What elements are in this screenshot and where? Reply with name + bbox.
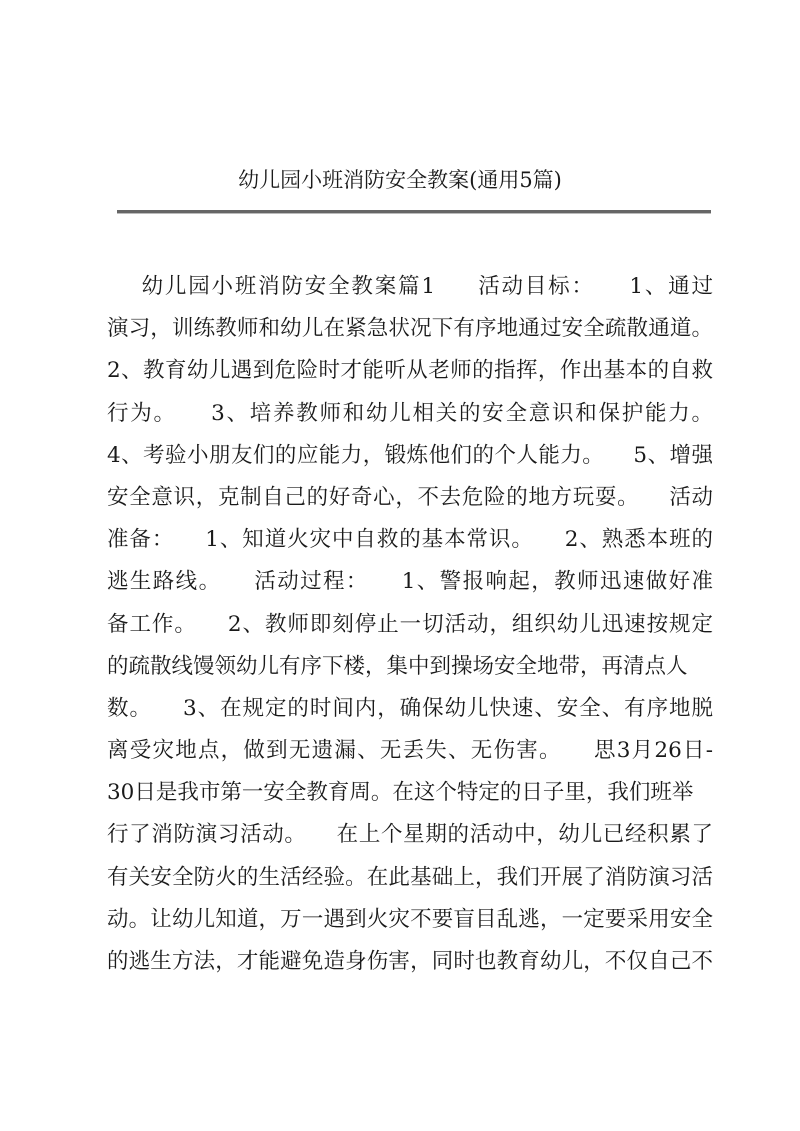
text-line: 2、教育幼儿遇到危险时才能听从老师的指挥，作出基本的自救 <box>107 358 713 384</box>
text-line: 逃生路线。 活动过程： 1、警报响起，教师迅速做好准 <box>107 569 713 595</box>
text-line: 的逃生方法，才能避免造身伤害，同时也教育幼儿，不仅自己不 <box>107 949 713 974</box>
text-line: 动。让幼儿知道，万一遇到火灾不要盲目乱逃，一定要采用安全 <box>107 906 713 932</box>
text-line: 备工作。 2、教师即刻停止一切活动，组织幼儿迅速按规定 <box>107 611 713 637</box>
text-line: 演习，训练教师和幼儿在紧急状况下有序地通过安全疏散通道。 <box>107 316 713 342</box>
text-line: 幼儿园小班消防安全教案篇1 活动目标： 1、通过 <box>107 274 713 299</box>
document-body <box>107 266 713 983</box>
document-title: 幼儿园小班消防安全教案(通用5篇) <box>238 168 562 192</box>
text-line: 离受灾地点，做到无遗漏、无丢失、无伤害。 思3月26日- <box>107 738 713 764</box>
title-divider <box>117 210 711 214</box>
text-line: 安全意识，克制自己的好奇心，不去危险的地方玩耍。 活动 <box>107 484 713 510</box>
text-line: 有关安全防火的生活经验。在此基础上，我们开展了消防演习活 <box>107 864 713 890</box>
text-line: 行为。 3、培养教师和幼儿相关的安全意识和保护能力。 <box>107 400 713 426</box>
text-line: 数。 3、在规定的时间内，确保幼儿快速、安全、有序地脱 <box>107 695 713 721</box>
text-line: 的疏散线馒领幼儿有序下楼，集中到操场安全地带，再清点人 <box>107 653 688 679</box>
text-line: 30日是我市第一安全教育周。在这个特定的日子里，我们班举 <box>107 780 694 806</box>
text-line: 4、考验小朋友们的应能力，锻炼他们的个人能力。 5、增强 <box>107 442 713 468</box>
text-line: 行了消防演习活动。 在上个星期的活动中，幼儿已经积累了 <box>107 822 713 848</box>
text-line: 准备： 1、知道火灾中自救的基本常识。 2、熟悉本班的 <box>107 527 713 553</box>
